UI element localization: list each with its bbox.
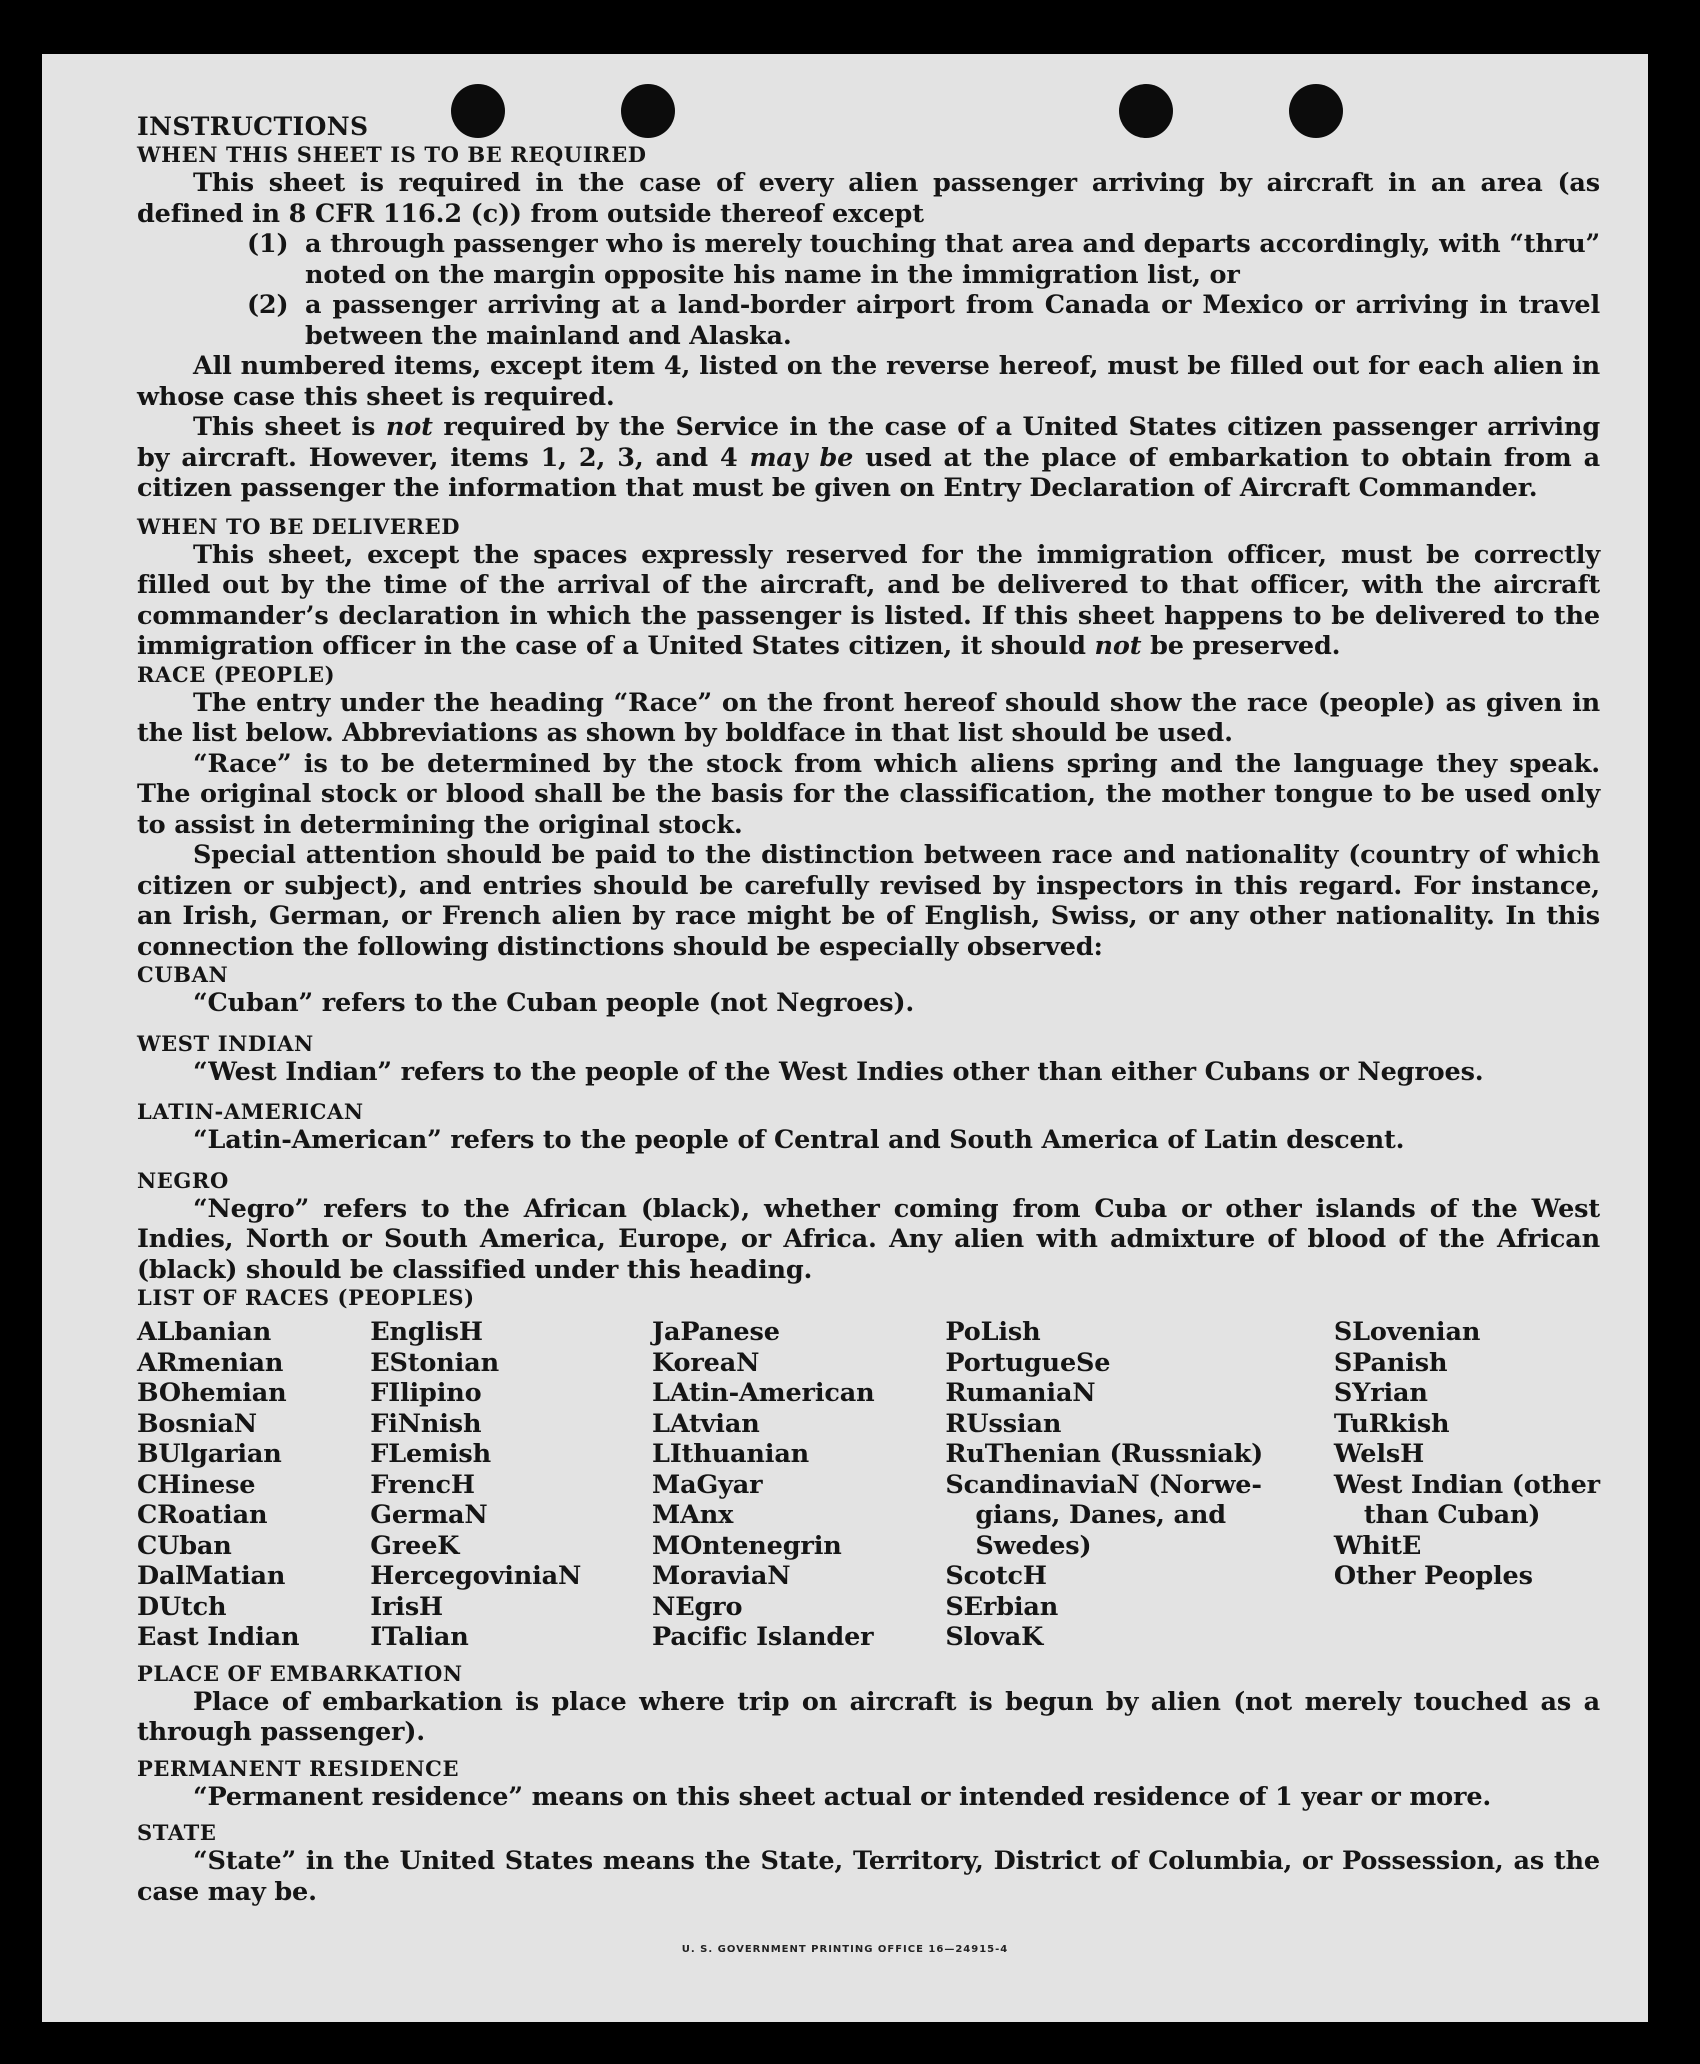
paragraph: “Race” is to be determined by the stock from which aliens spring and the language they speak. The original stock or blood shall be the basis for the classification, the mother tongue to be used only to assist in determining the original stock.	[137, 748, 1600, 840]
race-item: SErbian	[945, 1591, 1059, 1622]
race-item: HercegoviniaN	[370, 1561, 582, 1591]
race-item: SYrian	[1333, 1378, 1428, 1408]
race-item: FIlipino	[370, 1378, 482, 1408]
race-item: WhitE	[1333, 1530, 1422, 1561]
instructions-text	[137, 112, 1600, 1907]
heading-cuban: CUBAN	[137, 962, 229, 987]
race-column-1	[137, 1317, 299, 1653]
race-item: KoreaN	[652, 1347, 760, 1378]
main-title: INSTRUCTIONS	[137, 112, 369, 141]
race-item: TuRkish	[1333, 1408, 1450, 1439]
race-item: ScotcH	[945, 1561, 1047, 1591]
race-item: SlovaK	[945, 1622, 1044, 1652]
race-item: MaGyar	[652, 1469, 763, 1500]
race-column-2	[370, 1317, 581, 1653]
race-item: gians, Danes, and	[975, 1500, 1226, 1530]
race-item: PoLish	[945, 1317, 1041, 1347]
paragraph: “State” in the United States means the State, Territory, District of Columbia, or Possession, as the case may be.	[137, 1846, 1600, 1907]
race-item: RuThenian (Russniak)	[945, 1439, 1264, 1469]
heading-when-delivered: WHEN TO BE DELIVERED	[137, 513, 461, 539]
race-column-5	[1334, 1317, 1600, 1653]
paragraph: This sheet is not required by the Service in the case of a United States citizen passenger arriving by aircraft. However, items 1, 2, 3, and 4 may be used at the place of embarkation to obtain from a citizen passenger the information that must be given on Entry Declaration of Aircraft Commander.	[137, 412, 1600, 503]
race-item: JaPanese	[652, 1317, 780, 1347]
race-item: BOhemian	[137, 1378, 287, 1408]
race-item: PortugueSe	[945, 1347, 1111, 1378]
heading-west-indian: WEST INDIAN	[137, 1030, 314, 1056]
race-item: WelsH	[1333, 1439, 1425, 1469]
race-item: ALbanian	[137, 1317, 272, 1347]
paragraph: Place of embarkation is place where trip on aircraft is begun by alien (not merely touched as a through passenger).	[137, 1686, 1600, 1747]
paragraph: The entry under the heading “Race” on the front hereof should show the race (people) as given in the list below. Abbreviations as shown by boldface in that list should be used.	[137, 687, 1600, 748]
heading-when-required: WHEN THIS SHEET IS TO BE REQUIRED	[137, 142, 647, 167]
race-item: DUtch	[137, 1591, 227, 1622]
race-item: SPanish	[1333, 1347, 1448, 1378]
printer-imprint: U. S. GOVERNMENT PRINTING OFFICE 16—24915-4	[681, 1944, 1009, 1955]
heading-list-of-races: LIST OF RACES (PEOPLES)	[137, 1285, 475, 1310]
race-item: BUlgarian	[137, 1439, 282, 1469]
race-item: RUssian	[945, 1408, 1062, 1439]
race-item: GreeK	[370, 1530, 460, 1561]
paragraph: “Permanent residence” means on this sheet actual or intended residence of 1 year or more.	[193, 1781, 1492, 1812]
heading-race: RACE (PEOPLE)	[137, 661, 336, 687]
race-item: LAtvian	[652, 1408, 760, 1439]
race-item: RumaniaN	[945, 1378, 1096, 1408]
race-item: MOntenegrin	[652, 1530, 842, 1561]
heading-state: STATE	[137, 1820, 217, 1845]
race-item: FLemish	[370, 1439, 492, 1469]
race-item: FiNnish	[370, 1408, 482, 1439]
race-item: East Indian	[137, 1622, 300, 1652]
race-item: Other Peoples	[1333, 1561, 1533, 1591]
paragraph: “West Indian” refers to the people of the West Indies other than either Cubans or Negroes.	[193, 1056, 1484, 1087]
race-item: LIthuanian	[652, 1439, 810, 1469]
race-item: than Cuban)	[1363, 1500, 1541, 1530]
race-list	[137, 1317, 1600, 1653]
race-item: West Indian (other	[1333, 1469, 1600, 1500]
paragraph: “Latin-American” refers to the people of Central and South America of Latin descent.	[193, 1125, 1405, 1155]
race-item: FrencH	[370, 1469, 475, 1500]
list-item: (1) a through passenger who is merely touching that area and departs accordingly, with “thru” noted on the margin opposite his name in the immigration list, or	[247, 229, 1600, 290]
race-item: CUban	[137, 1530, 232, 1561]
paragraph: “Cuban” refers to the Cuban people (not Negroes).	[193, 988, 915, 1018]
document-sheet	[42, 54, 1648, 2022]
race-column-4	[945, 1317, 1263, 1653]
race-item: CHinese	[137, 1469, 256, 1500]
paragraph: All numbered items, except item 4, listed on the reverse hereof, must be filled out for each alien in whose case this sheet is required.	[137, 351, 1600, 412]
race-item: SLovenian	[1333, 1317, 1481, 1347]
race-item: Pacific Islander	[652, 1622, 874, 1652]
race-item: ScandinaviaN (Norwe-	[945, 1469, 1262, 1500]
race-item: Swedes)	[975, 1530, 1092, 1561]
heading-latin-american: LATIN-AMERICAN	[137, 1099, 364, 1124]
race-item: GermaN	[370, 1500, 488, 1530]
heading-permanent-residence: PERMANENT RESIDENCE	[137, 1755, 460, 1781]
paragraph: “Negro” refers to the African (black), whether coming from Cuba or other islands of the West Indies, North or South America, Europe, or Africa. Any alien with admixture of blood of the African (black) should be classified under this heading.	[137, 1193, 1600, 1285]
race-item: MoraviaN	[652, 1561, 791, 1591]
race-item: MAnx	[652, 1500, 734, 1530]
paragraph: This sheet, except the spaces expressly reserved for the immigration officer, must be correctly filled out by the time of the arrival of the aircraft, and be delivered to that officer, with the aircraft commander’s declaration in which the passenger is listed. If this sheet happens to be delivered to the immigration officer in the case of a United States citizen, it should not be preserved.	[137, 539, 1600, 661]
race-item: IrisH	[370, 1591, 443, 1622]
race-item: LAtin-American	[652, 1378, 875, 1408]
race-item: CRoatian	[137, 1500, 268, 1530]
race-item: DalMatian	[137, 1561, 286, 1591]
race-item: NEgro	[652, 1591, 743, 1622]
race-item: EStonian	[370, 1347, 499, 1378]
heading-negro: NEGRO	[137, 1167, 229, 1193]
list-item: (2) a passenger arriving at a land-border airport from Canada or Mexico or arriving in travel between the mainland and Alaska.	[247, 290, 1600, 351]
race-column-3	[652, 1317, 874, 1653]
race-item: BosniaN	[137, 1408, 257, 1439]
race-item: ITalian	[370, 1622, 469, 1652]
race-item: ARmenian	[137, 1347, 284, 1378]
paragraph: This sheet is required in the case of every alien passenger arriving by aircraft in an area (as defined in 8 CFR 116.2 (c)) from outside thereof except	[137, 168, 1600, 229]
paragraph: Special attention should be paid to the distinction between race and nationality (country of which citizen or subject), and entries should be carefully revised by inspectors in this regard. For instance, an Irish, German, or French alien by race might be of English, Swiss, or any other nationality. In this connection the following distinctions should be especially observed:	[137, 840, 1600, 962]
heading-place-of-embarkation: PLACE OF EMBARKATION	[137, 1660, 463, 1686]
race-item: EnglisH	[370, 1317, 483, 1347]
